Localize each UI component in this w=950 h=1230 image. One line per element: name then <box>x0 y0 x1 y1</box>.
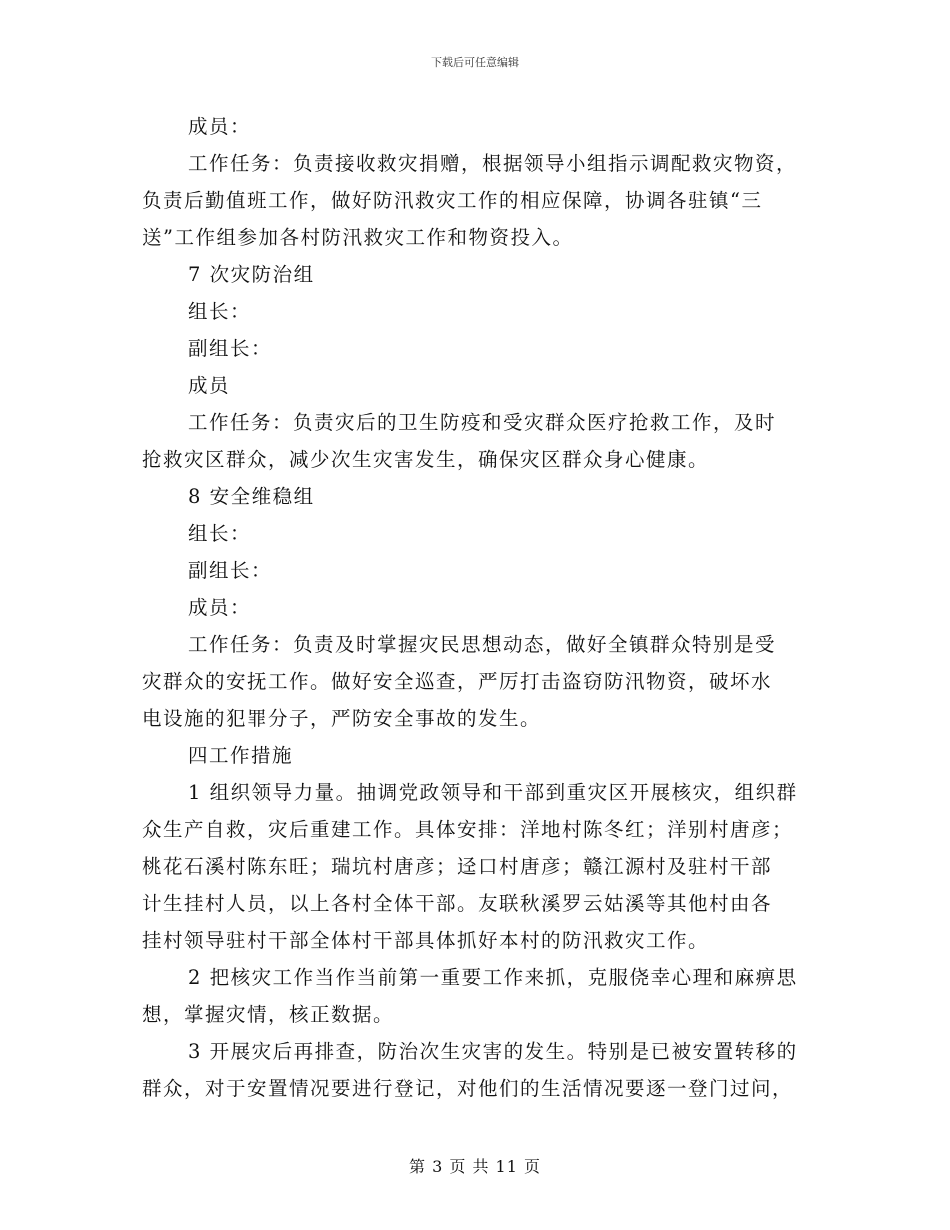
text-line: 负责后勤值班工作，做好防汛救灾工作的相应保障，协调各驻镇“三 <box>142 189 763 212</box>
document-body <box>142 108 814 1107</box>
text-line: 计生挂村人员，以上各村全体干部。友联秋溪罗云姑溪等其他村由各 <box>142 892 773 915</box>
text-line: 工作任务：负责灾后的卫生防疫和受灾群众医疗抢救工作，及时 <box>188 411 777 434</box>
section-heading: 7 次灾防治组 <box>188 263 315 286</box>
text-line: 桃花石溪村陈东旺；瑞坑村唐彦；迳口村唐彦；赣江源村及驻村干部 <box>142 855 773 878</box>
text-line: 成员： <box>188 115 252 138</box>
text-line: 想，掌握灾情，核正数据。 <box>142 1003 395 1026</box>
text-line: 副组长： <box>188 559 273 582</box>
text-line: 组长： <box>188 522 252 545</box>
text-line: 成员 <box>188 374 231 397</box>
text-line: 送”工作组参加各村防汛救灾工作和物资投入。 <box>142 226 574 249</box>
text-line: 2 把核灾工作当作当前第一重要工作来抓，克服侥幸心理和麻痹思 <box>188 966 798 989</box>
text-line: 1 组织领导力量。抽调党政领导和干部到重灾区开展核灾，组织群 <box>188 781 798 804</box>
text-line: 工作任务：负责接收救灾捐赠，根据领导小组指示调配救灾物资， <box>188 152 798 175</box>
text-line: 3 开展灾后再排查，防治次生灾害的发生。特别是已被安置转移的 <box>188 1040 798 1063</box>
section-heading: 四工作措施 <box>188 744 294 767</box>
text-line: 副组长： <box>188 337 273 360</box>
text-line: 电设施的犯罪分子，严防安全事故的发生。 <box>142 707 542 730</box>
text-line: 工作任务：负责及时掌握灾民思想动态，做好全镇群众特别是受 <box>188 633 777 656</box>
text-line: 群众，对于安置情况要进行登记，对他们的生活情况要逐一登门过问， <box>142 1077 794 1100</box>
text-line: 挂村领导驻村干部全体村干部具体抓好本村的防汛救灾工作。 <box>142 929 710 952</box>
text-line: 成员： <box>188 596 252 619</box>
text-line: 组长： <box>188 300 252 323</box>
text-line: 众生产自救，灾后重建工作。具体安排：洋地村陈冬红；洋别村唐彦； <box>142 818 794 841</box>
text-line: 抢救灾区群众，减少次生灾害发生，确保灾区群众身心健康。 <box>142 448 710 471</box>
section-heading: 8 安全维稳组 <box>188 485 315 508</box>
page-number: 第 3 页 共 11 页 <box>409 1157 541 1176</box>
text-line: 灾群众的安抚工作。做好安全巡查，严厉打击盗窃防汛物资，破坏水 <box>142 670 773 693</box>
page-header: 下载后可任意编辑 <box>431 56 519 69</box>
